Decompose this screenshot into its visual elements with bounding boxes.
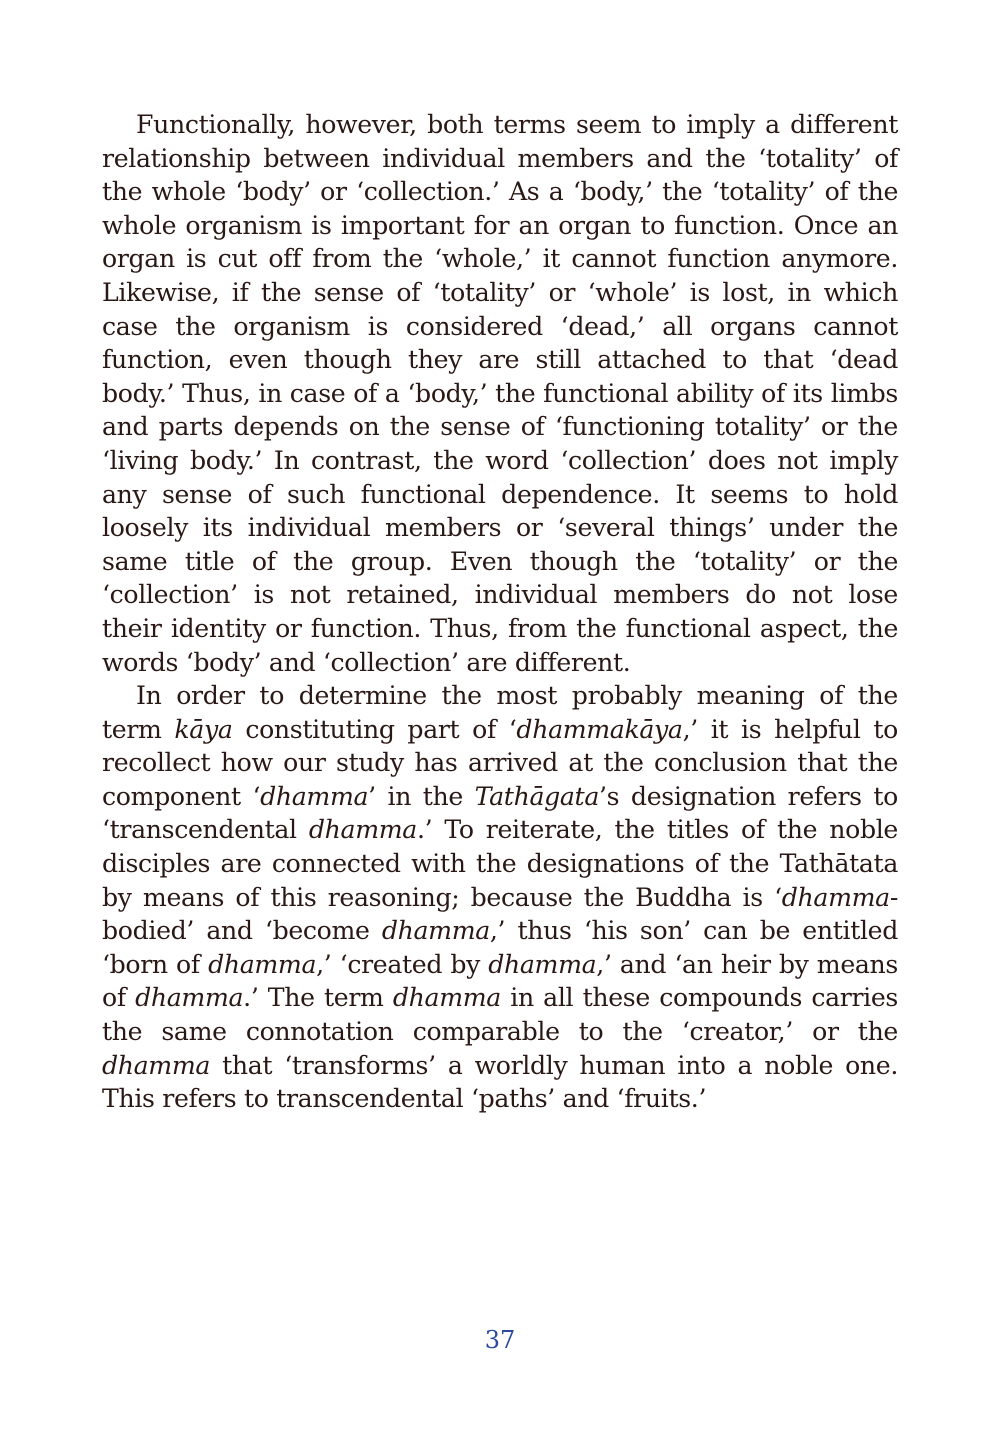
- text-run: ’s designation refers to ‘transcendental: [102, 781, 898, 845]
- text-run: ,’ thus ‘his son’ can be entitled ‘born of: [102, 916, 899, 979]
- italic-run: Tathāgata: [474, 781, 599, 811]
- paragraph-1: [102, 108, 898, 679]
- text-run: constituting part of ‘: [232, 714, 517, 744]
- text-run: In order to determine the most probably meaning of the term: [102, 681, 898, 744]
- text-run: ,’ ‘created by: [316, 949, 489, 979]
- text-run: .’ To reiterate, the titles of the noble disciples are connected with the designations of the Tathātata by means of this reasoning; because the Buddha is ‘: [102, 815, 898, 912]
- text-run: in all these compounds carries the same connotation comparable to the ‘creator,’ or the: [102, 983, 898, 1047]
- italic-run: dhamma: [135, 983, 244, 1013]
- italic-run: dhamma: [308, 815, 417, 845]
- body-text: [102, 108, 898, 1116]
- italic-run: dhamma: [102, 1050, 211, 1080]
- italic-run: dhamma: [260, 781, 369, 811]
- italic-run: dhamma: [381, 916, 490, 946]
- text-run: Functionally, however, both terms seem to imply a different relationship between individual members and the ‘totality’ of the whole ‘body’ or ‘collection.’ As a ‘body,’ the ‘totality’ of the whole organism is important for an organ to function. Once an organ is cut off from the ‘whole,’ it cannot function anymore. Likewise, if the sense of ‘totality’ or ‘whole’ is lost, in which case the organism is considered ‘dead,’ all organs cannot function, even though they are still attached to that ‘dead body.’ Thus, in case of a ‘body,’ the functional ability of its limbs and parts depends on the sense of ‘functioning totality’ or the ‘living body.’ In contrast, the word ‘collection’ does not imply any sense of such functional dependence. It seems to hold loosely its individual members or ‘several things’ under the same title of the group. Even though the ‘totality’ or the ‘collection’ is not retained, individual members do not lose their identity or function. Thus, from the functional aspect, the words ‘body’ and ‘collection’ are different.: [102, 110, 898, 677]
- page-number: 37: [484, 1326, 516, 1354]
- italic-run: dhammakāya: [516, 714, 683, 744]
- text-run: ’ in the: [368, 781, 475, 811]
- text-run: ,’ and ‘an heir by means of: [102, 949, 898, 1013]
- text-run: -bodied’ and ‘become: [102, 882, 898, 946]
- paragraph-2: [102, 679, 898, 1116]
- text-run: .’ The term: [243, 983, 393, 1013]
- italic-run: dhamma: [488, 949, 597, 979]
- italic-run: dhamma: [392, 983, 501, 1013]
- text-run: ,’ it is helpful to recollect how our study has arrived at the conclusion that the component ‘: [102, 714, 898, 811]
- italic-run: dhamma: [208, 949, 317, 979]
- italic-run: kāya: [174, 714, 233, 744]
- text-run: that ‘transforms’ a worldly human into a noble one. This refers to transcendental ‘paths’ and ‘fruits.’: [102, 1050, 898, 1114]
- italic-run: dhamma: [781, 882, 890, 912]
